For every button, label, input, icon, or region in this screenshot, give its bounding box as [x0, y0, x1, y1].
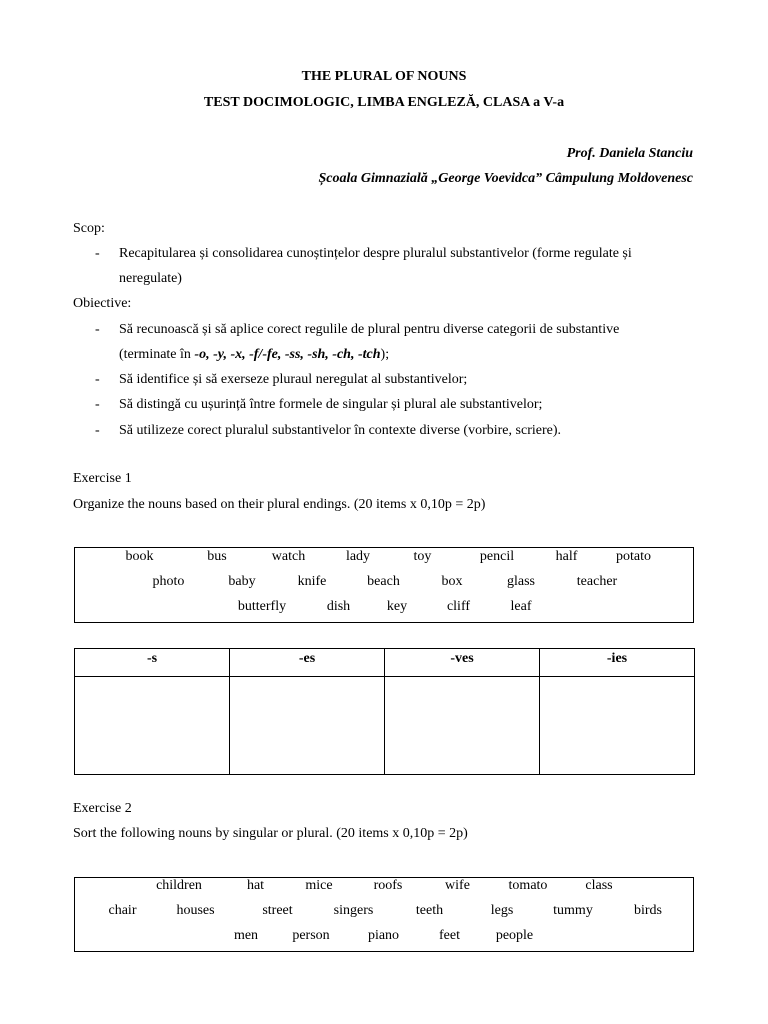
word: leaf: [510, 599, 532, 614]
bullet-dash: -: [95, 322, 100, 337]
word: dish: [326, 599, 351, 614]
word: lady: [345, 549, 371, 564]
exercise-2-title: Exercise 2: [73, 801, 132, 816]
answer-cell[interactable]: [75, 677, 230, 775]
plural-endings-table: [74, 648, 695, 775]
word-row: [75, 574, 693, 590]
word: butterfly: [237, 599, 287, 614]
exercise-1-instruction: Organize the nouns based on their plural endings. (20 items x 0,10p = 2p): [73, 497, 486, 512]
table-header-row: [75, 649, 695, 677]
word: mice: [305, 878, 333, 893]
scope-item-line1: Recapitularea și consolidarea cunoștințelor despre pluralul substantivelor (forme regulate și: [119, 246, 632, 261]
word: piano: [367, 928, 400, 943]
scope-item-line2: neregulate): [119, 271, 182, 286]
objectives-label: Obiective:: [73, 296, 132, 311]
word: box: [441, 574, 463, 589]
objective-1-line2: [119, 347, 389, 363]
word-row: [75, 599, 693, 615]
objective-1-prefix: (terminate în: [119, 347, 195, 362]
word-row: [75, 549, 693, 565]
column-header: -es: [230, 649, 385, 677]
column-header: -ves: [385, 649, 540, 677]
word: wife: [445, 878, 470, 893]
word: houses: [176, 903, 215, 918]
bullet-dash: -: [95, 397, 100, 412]
bullet-dash: -: [95, 246, 100, 261]
word: children: [156, 878, 202, 893]
column-header: -s: [75, 649, 230, 677]
word: birds: [634, 903, 662, 918]
word-row: [75, 903, 693, 919]
word: tomato: [508, 878, 548, 893]
objective-1-endings: -o, -y, -x, -f/-fe, -ss, -sh, -ch, -tch: [194, 347, 381, 362]
word: potato: [616, 549, 651, 564]
word: people: [495, 928, 534, 943]
word: toy: [413, 549, 432, 564]
table-row: [75, 677, 695, 775]
word: class: [585, 878, 613, 893]
page-title: THE PLURAL OF NOUNS: [301, 69, 467, 84]
word: book: [125, 549, 154, 564]
word: half: [555, 549, 578, 564]
exercise-2-instruction: Sort the following nouns by singular or plural. (20 items x 0,10p = 2p): [73, 826, 468, 841]
bullet-dash: -: [95, 372, 100, 387]
scope-label: Scop:: [73, 221, 105, 236]
word: glass: [507, 574, 535, 589]
word: men: [233, 928, 259, 943]
word: chair: [108, 903, 137, 918]
exercise-1-title: Exercise 1: [73, 471, 132, 486]
word: photo: [152, 574, 185, 589]
word: singers: [333, 903, 374, 918]
objective-1-line1: Să recunoască și să aplice corect regulile de plural pentru diverse categorii de substantive: [119, 322, 620, 337]
objective-4: Să utilizeze corect pluralul substantivelor în contexte diverse (vorbire, scriere).: [119, 423, 561, 438]
objective-2: Să identifice și să exerseze pluraul neregulat al substantivelor;: [119, 372, 468, 387]
objective-3: Să distingă cu ușurință între formele de singular și plural ale substantivelor;: [119, 397, 543, 412]
word: hat: [246, 878, 265, 893]
word: key: [386, 599, 408, 614]
word: person: [292, 928, 330, 943]
word: teeth: [415, 903, 444, 918]
word: beach: [367, 574, 400, 589]
word-row: [75, 878, 693, 894]
word: knife: [297, 574, 327, 589]
word-row: [75, 928, 693, 944]
word: legs: [490, 903, 514, 918]
objective-1-suffix: );: [380, 347, 390, 362]
word: baby: [228, 574, 256, 589]
word: watch: [271, 549, 306, 564]
answer-cell[interactable]: [230, 677, 385, 775]
word: roofs: [373, 878, 403, 893]
word: feet: [439, 928, 460, 943]
column-header: -ies: [540, 649, 695, 677]
word: teacher: [576, 574, 618, 589]
page-subtitle: TEST DOCIMOLOGIC, LIMBA ENGLEZĂ, CLASA a V-a: [203, 95, 565, 110]
exercise-1-word-box: [74, 547, 694, 623]
word: tummy: [553, 903, 593, 918]
bullet-dash: -: [95, 423, 100, 438]
answer-cell[interactable]: [385, 677, 540, 775]
exercise-2-word-box: [74, 877, 694, 952]
word: street: [262, 903, 293, 918]
school-name: Școala Gimnazială „George Voevidca” Câmpulung Moldovenesc: [318, 171, 693, 186]
word: cliff: [446, 599, 471, 614]
word: pencil: [479, 549, 515, 564]
author-name: Prof. Daniela Stanciu: [566, 146, 693, 161]
answer-cell[interactable]: [540, 677, 695, 775]
word: bus: [207, 549, 227, 564]
